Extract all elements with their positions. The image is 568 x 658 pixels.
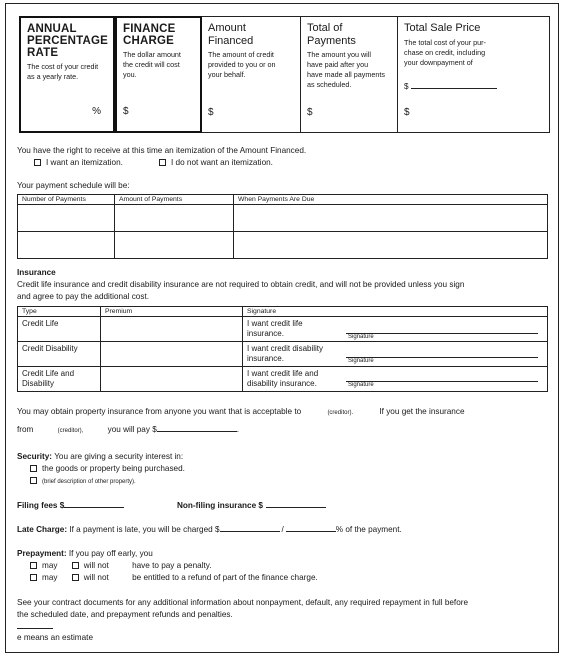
signature-label: Signature <box>348 334 374 340</box>
table-row <box>18 205 548 232</box>
signature-line[interactable] <box>346 357 538 358</box>
total-of-payments-box <box>300 16 398 133</box>
insurance-text-line1: Credit life insurance and credit disability insurance are not required to obtain credit, and will not be provided unless you sign <box>17 280 465 289</box>
amount-financed-box <box>202 16 300 133</box>
property-line1: You may obtain property insurance from anyone you want that is acceptable to (creditor). If you get the insurance <box>17 407 465 416</box>
signature-line[interactable] <box>346 381 538 382</box>
security-goods-checkbox[interactable] <box>30 465 37 472</box>
estimate-footnote: e means an estimate <box>17 633 94 642</box>
schedule-header-due: When Payments Are Due <box>234 195 548 205</box>
schedule-cell[interactable] <box>18 232 115 259</box>
finance-charge-box <box>115 16 202 133</box>
late-charge-percent-field[interactable] <box>286 531 336 532</box>
itemization-not-want-option[interactable]: I do not want an itemization. <box>159 158 273 168</box>
total-sale-price-description: The total cost of your pur- chase on credit, including your downpayment of <box>404 37 486 67</box>
finance-charge-value-field[interactable]: $ <box>123 106 129 117</box>
insurance-signature-cell[interactable]: I want credit disability insurance. <box>243 342 548 367</box>
prepayment-row-penalty: may will not have to pay a penalty. <box>30 561 212 571</box>
security-text: Security: You are giving a security interest in: <box>17 452 184 461</box>
schedule-label: Your payment schedule will be: <box>17 181 130 190</box>
schedule-cell[interactable] <box>115 205 234 232</box>
signature-label: Signature <box>348 382 374 388</box>
property-line2: from (creditor), you will pay $ . <box>17 425 240 434</box>
total-sale-price-box <box>398 16 550 133</box>
schedule-header-number: Number of Payments <box>18 195 115 205</box>
prepayment-penalty-may-checkbox[interactable] <box>30 562 37 569</box>
total-of-payments-value-field[interactable]: $ <box>307 107 313 118</box>
footer-contract-line1: See your contract documents for any additional information about nonpayment, default, any required repayment in full before <box>17 598 469 607</box>
prepayment-refund-will-not-checkbox[interactable] <box>72 574 79 581</box>
total-sale-price-title: Total Sale Price <box>404 22 481 34</box>
apr-box <box>19 16 115 133</box>
itemization-want-checkbox[interactable] <box>34 159 41 166</box>
insurance-header-type: Type <box>18 307 101 317</box>
signature-line[interactable] <box>346 333 538 334</box>
schedule-cell[interactable] <box>115 232 234 259</box>
apr-title: ANNUAL PERCENTAGE RATE <box>27 23 109 59</box>
itemization-want-option[interactable]: I want an itemization. <box>34 158 123 168</box>
payment-schedule-table <box>17 194 548 259</box>
insurance-header-signature: Signature <box>243 307 548 317</box>
insurance-header-premium: Premium <box>101 307 243 317</box>
property-amount-field[interactable] <box>157 431 237 432</box>
truth-in-lending-form <box>5 3 559 653</box>
amount-financed-title: Amount Financed <box>208 22 254 47</box>
total-of-payments-title: Total of Payments <box>307 22 356 47</box>
table-row <box>18 342 548 367</box>
prepayment-row-refund: may will not be entitled to a refund of part of the finance charge. <box>30 573 318 583</box>
signature-label: Signature <box>348 358 374 364</box>
total-sale-price-value-field[interactable]: $ <box>404 107 410 118</box>
prepayment-text: Prepayment: If you pay off early, you <box>17 549 153 558</box>
security-other-checkbox[interactable] <box>30 477 37 484</box>
late-charge: Late Charge: If a payment is late, you will be charged $ / % of the payment. <box>17 525 402 534</box>
itemization-not-want-checkbox[interactable] <box>159 159 166 166</box>
insurance-table <box>17 306 548 392</box>
insurance-premium-cell[interactable] <box>101 367 243 392</box>
security-option-other[interactable]: (brief description of other property). <box>30 476 136 487</box>
insurance-signature-cell[interactable]: I want credit life and disability insurance. <box>243 367 548 392</box>
footnote-rule <box>17 628 53 629</box>
itemization-text: You have the right to receive at this time an itemization of the Amount Financed. <box>17 146 307 155</box>
filing-fees-field[interactable] <box>64 507 124 508</box>
footer-contract-line2: the scheduled date, and prepayment refunds and penalties. <box>17 610 233 619</box>
prepayment-refund-may-checkbox[interactable] <box>30 574 37 581</box>
schedule-header-amount: Amount of Payments <box>115 195 234 205</box>
schedule-cell[interactable] <box>234 205 548 232</box>
table-row <box>18 367 548 392</box>
nonfiling-insurance-field[interactable] <box>266 507 326 508</box>
prepayment-penalty-will-not-checkbox[interactable] <box>72 562 79 569</box>
table-row <box>18 317 548 342</box>
filing-fees: Filing fees $ <box>17 501 124 511</box>
schedule-cell[interactable] <box>18 205 115 232</box>
total-of-payments-description: The amount you will have paid after you have made all payments as scheduled. <box>307 50 385 89</box>
insurance-type-cell: Credit Life and Disability <box>18 367 101 392</box>
insurance-premium-cell[interactable] <box>101 317 243 342</box>
nonfiling-insurance: Non-filing insurance $ <box>177 501 326 511</box>
security-option-goods[interactable]: the goods or property being purchased. <box>30 464 185 474</box>
amount-financed-value-field[interactable]: $ <box>208 107 214 118</box>
insurance-type-cell: Credit Life <box>18 317 101 342</box>
downpayment-field[interactable]: $ <box>404 82 497 92</box>
late-charge-amount-field[interactable] <box>220 531 280 532</box>
insurance-heading: Insurance <box>17 268 56 277</box>
apr-description: The cost of your credit as a yearly rate. <box>27 62 99 81</box>
finance-charge-title: FINANCE CHARGE <box>123 23 176 47</box>
schedule-cell[interactable] <box>234 232 548 259</box>
insurance-text-line2: and agree to pay the additional cost. <box>17 292 150 301</box>
table-row <box>18 232 548 259</box>
finance-charge-description: The dollar amount the credit will cost you. <box>123 50 181 79</box>
insurance-signature-cell[interactable]: I want credit life insurance. <box>243 317 548 342</box>
insurance-type-cell: Credit Disability <box>18 342 101 367</box>
apr-value-field[interactable]: % <box>92 106 101 117</box>
amount-financed-description: The amount of credit provided to you or on your behalf. <box>208 50 276 79</box>
insurance-premium-cell[interactable] <box>101 342 243 367</box>
